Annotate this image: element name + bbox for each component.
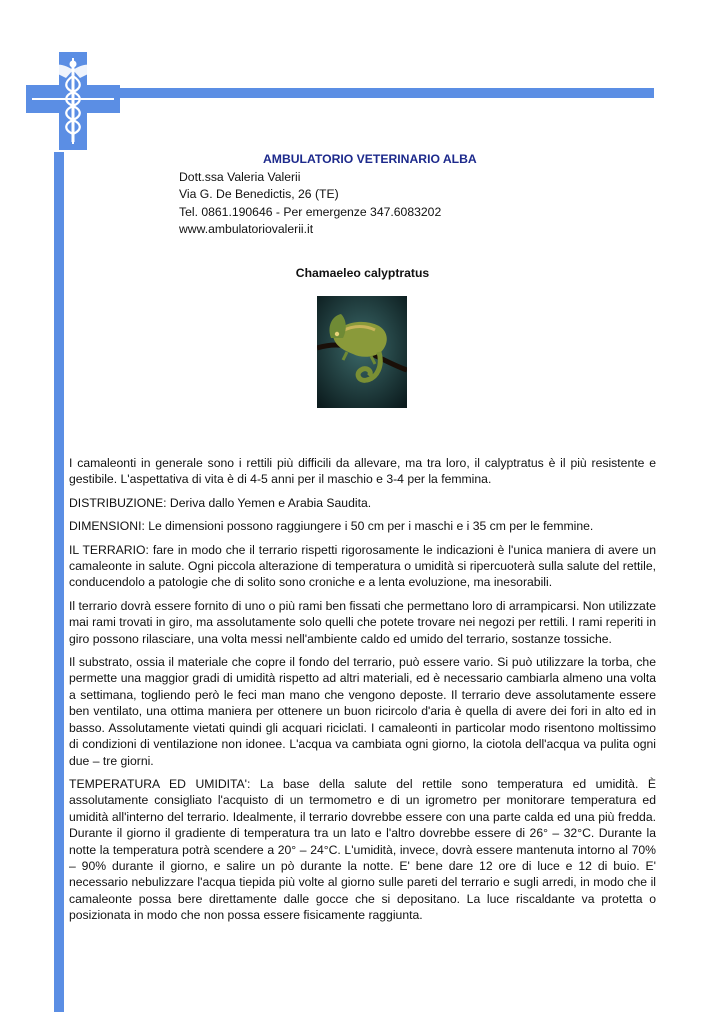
doctor-name: Dott.ssa Valeria Valerii [179,169,301,184]
clinic-phone: Tel. 0861.190646 - Per emergenze 347.6083202 [179,204,442,219]
paragraph-dimensions: DIMENSIONI: Le dimensioni possono raggiungere i 50 cm per i maschi e i 35 cm per le femmine. [69,519,594,534]
clinic-address: Via G. De Benedictis, 26 (TE) [179,187,339,202]
paragraph-terrarium: IL TERRARIO: fare in modo che il terrario rispetti rigorosamente le indicazioni è l'unica maniera di avere un camaleonte in salute. Ogni piccola alterazione di temperatura o umidità si ripercuoterà sulla salute del rettile, conducendolo a patologie che di solito sono croniche e a lenta evoluzione, ma inesorabili. [69,542,656,590]
header-accent-bar [118,88,654,98]
paragraph-intro: I camaleonti in generale sono i rettili più difficili da allevare, ma tra loro, il calyptratus è il più resistente e gestibile. L'aspettativa di vita è di 4-5 anni per il maschio e 3-4 per la femmina. [69,456,656,487]
paragraph-substrate: Il substrato, ossia il materiale che copre il fondo del terrario, può essere vario. Si può utilizzare la torba, che permette una maggior gradi di umidità rispetto ad altri materiali, ed è necessario cambiarla almeno una volta a settimana, togliendo però le feci man mano che vengono deposte. Il terrario deve assolutamente essere ben ventilato, una ottima maniera per ottenere un buon ricircolo d'aria è quella di avere dei fori in alto ed in basso. Assolutamente vietati quindi gli acquari riciclati. I camaleonti in particolar modo risentono moltissimo di condizioni di ventilazione non idonee. L'acqua va cambiata ogni giorno, la ciotola dell'acqua va pulita ogni due – tre giorni. [69,655,656,768]
paragraph-distribution: DISTRIBUZIONE: Deriva dallo Yemen e Arabia Saudita. [69,495,372,510]
caduceus-cross-icon [26,52,120,150]
side-accent-bar [54,152,64,1012]
paragraph-temperature-humidity: TEMPERATURA ED UMIDITA': La base della salute del rettile sono temperatura ed umidità. È assolutamente consigliato l'acquisto di un termometro e di un igrometro per monitorare temperatura ed umidità all'interno del terrario. Idealmente, il terrario dovrebbe essere con una parte calda ed una più fredda. Durante il giorno il gradiente di temperatura tra un lato e l'altro dovrebbe essere di 26° – 32°C. Durante la notte la temperatura potrà scendere a 20° – 24°C. L'umidità, invece, dovrà essere mantenuta intorno al 70% – 90% durante il giorno, e salire un pò durante la notte. E' bene dare 12 ore di luce e 12 di buio. E' necessario nebulizzare l'acqua tiepida più volte al giorno sulle pareti del terrario e sugli arredi, in modo che il camaleonte possa bere direttamente dalle gocce che si depositano. La luce riscaldante va protetta o posizionata in modo che non possa essere fisicamente raggiunta. [69,776,656,923]
clinic-header [179,151,479,239]
clinic-name: AMBULATORIO VETERINARIO ALBA [263,152,477,166]
paragraph-branches: Il terrario dovrà essere fornito di uno o più rami ben fissati che permettano loro di arrampicarsi. Non utilizzate mai rami trovati in giro, ma assolutamente solo quelli che potete trovare nei negozi per rettili. I rami reperiti in giro possono rilasciare, una volta messi nell'ambiente caldo ed umido del terrario, sostanze tossiche. [69,598,656,646]
document-title: Chamaeleo calyptratus [295,266,430,280]
clinic-website: www.ambulatoriovalerii.it [179,222,314,237]
article-body [69,455,656,931]
chameleon-photo [317,296,407,408]
